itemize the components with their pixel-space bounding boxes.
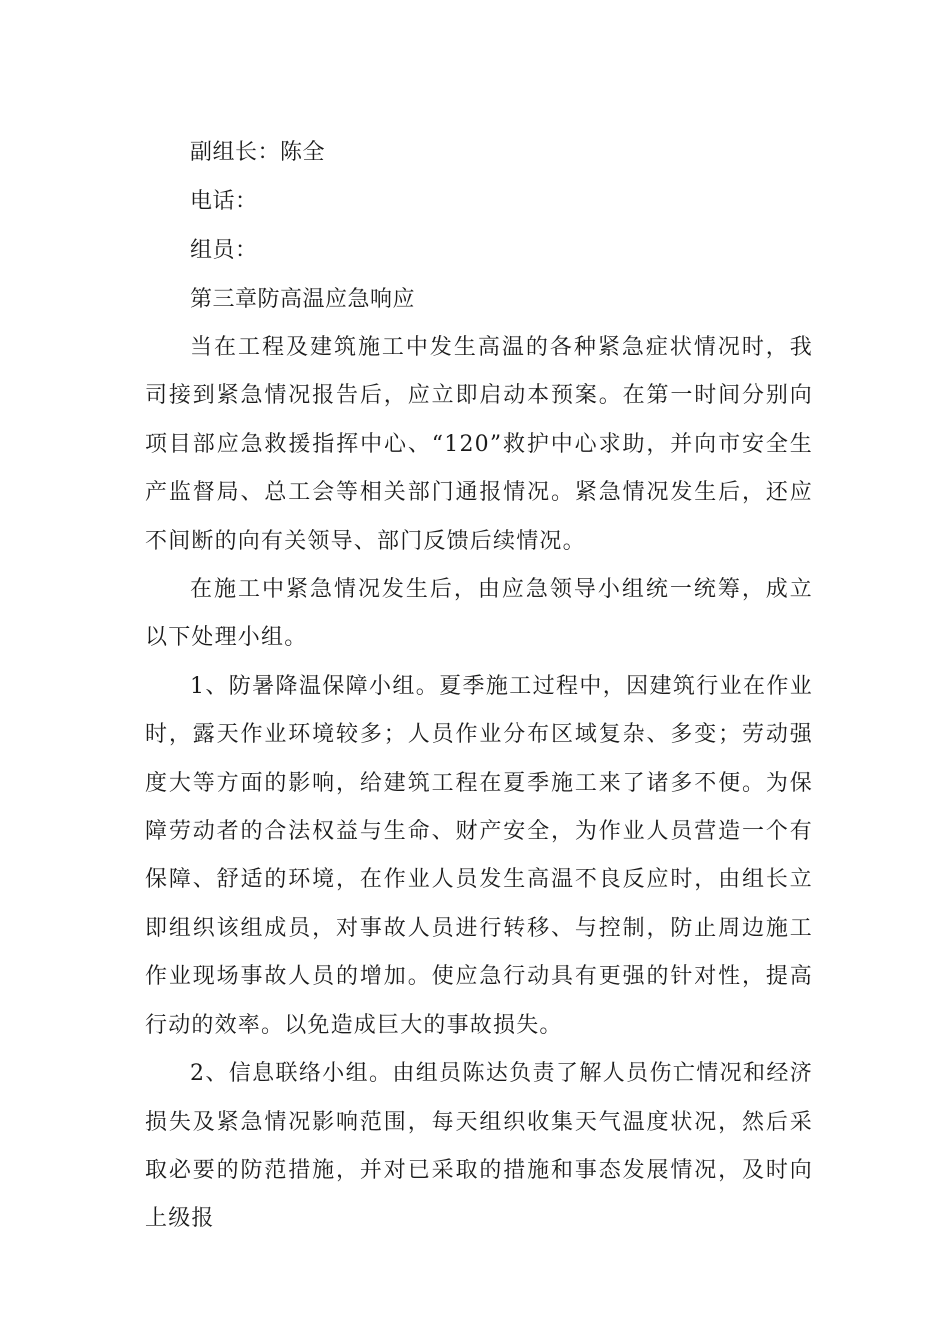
paragraph-response: 当在工程及建筑施工中发生高温的各种紧急症状情况时，我司接到紧急情况报告后，应立即启动本预案。在第一时间分别向项目部应急救援指挥中心、“120”救护中心求助，并向市安全生产监督局、总工会等相关部门通报情况。紧急情况发生后，还应不间断的向有关领导、部门反馈后续情况。 — [145, 335, 813, 554]
deputy-leader-line: 副组长：陈全 — [190, 140, 326, 165]
phone-line: 电话： — [190, 189, 258, 214]
document-body — [145, 128, 813, 1244]
chapter-heading: 第三章防高温应急响应 — [190, 287, 416, 312]
paragraph-liaison-group: 2、信息联络小组。由组员陈达负责了解人员伤亡情况和经济损失及紧急情况影响范围，每天组织收集天气温度状况，然后采取必要的防范措施，并对已采取的措施和事态发展情况，及时向上级报 — [145, 1061, 813, 1232]
paragraph-heat-protection-group: 1、防暑降温保障小组。夏季施工过程中，因建筑行业在作业时，露天作业环境较多；人员作业分布区域复杂、多变；劳动强度大等方面的影响，给建筑工程在夏季施工来了诸多不便。为保障劳动者的合法权益与生命、财产安全，为作业人员营造一个有保障、舒适的环境，在作业人员发生高温不良反应时，由组长立即组织该组成员，对事故人员进行转移、与控制，防止周边施工作业现场事故人员的增加。使应急行动具有更强的针对性，提高行动的效率。以免造成巨大的事故损失。 — [145, 673, 813, 1038]
members-line: 组员： — [190, 238, 258, 263]
paragraph-groups-intro: 在施工中紧急情况发生后，由应急领导小组统一统筹，成立以下处理小组。 — [145, 577, 813, 651]
